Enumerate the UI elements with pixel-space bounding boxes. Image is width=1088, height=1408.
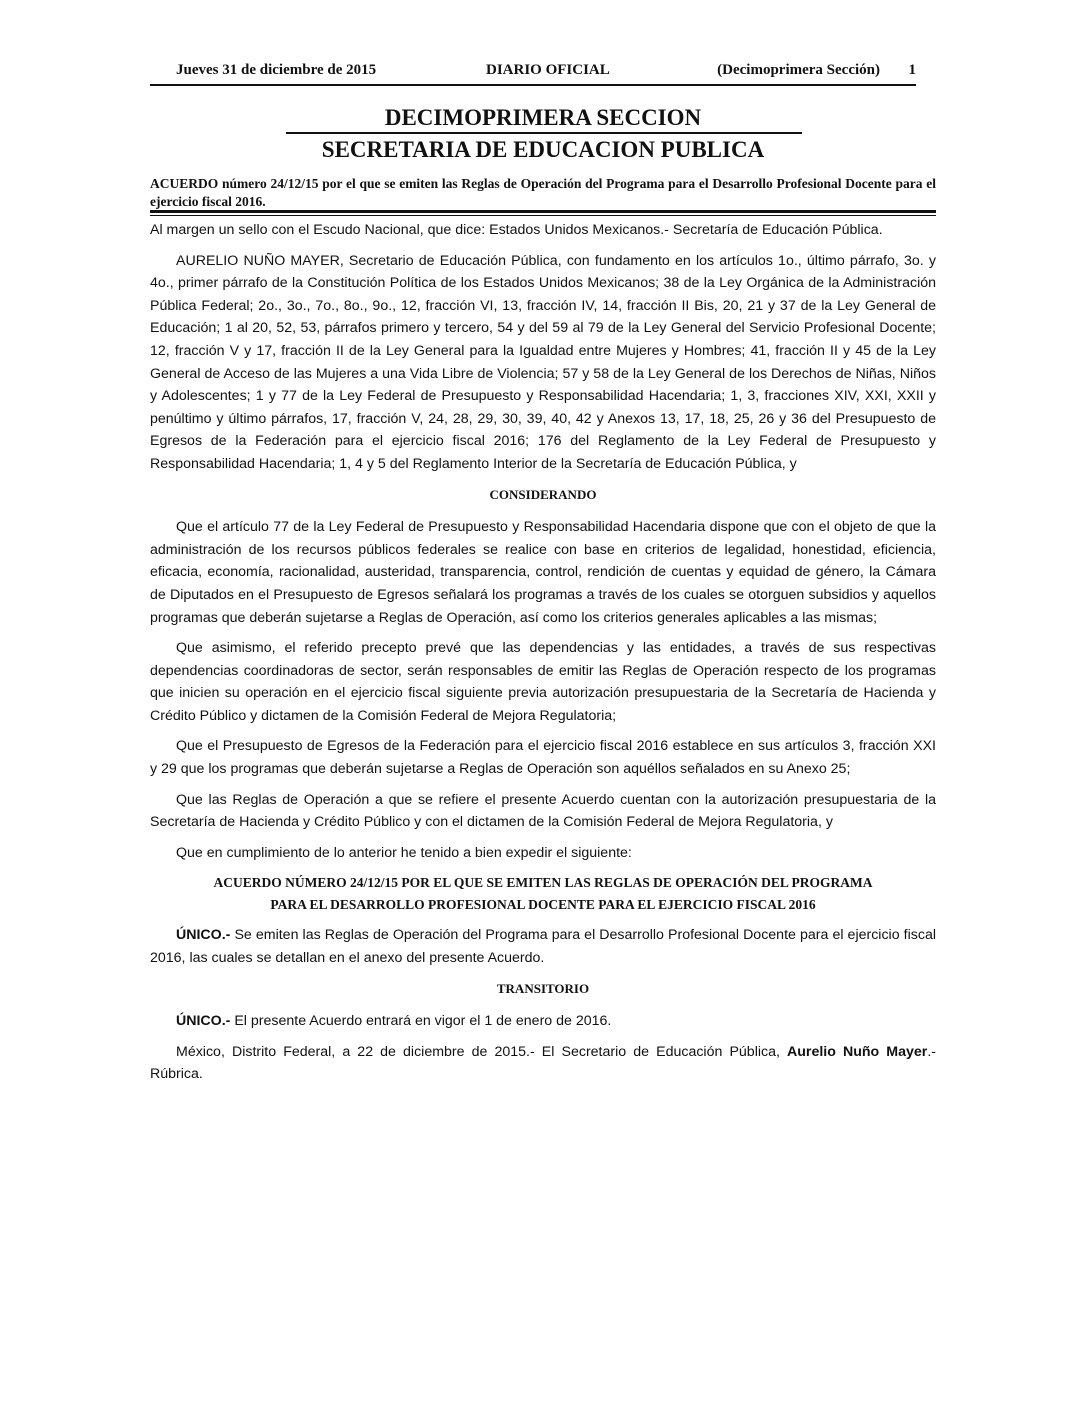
closing-paragraph <box>150 1041 936 1086</box>
considerando-paragraph: Que el artículo 77 de la Ley Federal de Presupuesto y Responsabilidad Hacendaria dispone que con el objeto de que la administración de los recursos públicos federales se realice con base en criterios de legalidad, honestidad, eficiencia, eficacia, economía, racionalidad, austeridad, transparencia, control, rendición de cuentas y equidad de género, la Cámara de Diputados en el Presupuesto de Egresos señalará los programas a través de los cuales se otorguen subsidios y aquellos programas que deberán sujetarse a Reglas de Operación, así como los criterios generales aplicables a las mismas; <box>150 519 936 626</box>
heading-rule-thin <box>150 215 936 216</box>
acuerdo-heading: ACUERDO número 24/12/15 por el que se emiten las Reglas de Operación del Programa para el Desarrollo Profesional Docente para el ejercicio fiscal 2016. <box>150 176 936 209</box>
considerando-heading: CONSIDERANDO <box>489 486 597 502</box>
signatory-name: Aurelio Nuño Mayer <box>787 1043 928 1060</box>
considerando-paragraph: Que las Reglas de Operación a que se refiere el presente Acuerdo cuentan con la autorización presupuestaria de la Secretaría de Hacienda y Crédito Público y con el dictamen de la Comisión Federal de Mejora Regulatoria, y <box>150 791 936 831</box>
transitorio-heading: TRANSITORIO <box>496 980 590 996</box>
running-head <box>150 62 916 86</box>
considerando-paragraph: Que asimismo, el referido precepto prevé que las dependencias y las entidades, a través de sus respectivas dependencias coordinadoras de sector, serán responsables de emitir las Reglas de Operación respecto de los programas que inicien su operación en el ejercicio fiscal siguiente previa autorización presupuestaria de la Secretaría de Hacienda y Crédito Público y dictamen de la Comisión Federal de Mejora Regulatoria; <box>150 640 936 724</box>
transitorio-article <box>150 1010 936 1033</box>
document-body <box>150 219 936 1094</box>
closing-text: México, Distrito Federal, a 22 de diciembre de 2015.- El Secretario de Educación Pública, <box>176 1043 788 1060</box>
running-head-section: (Decimoprimera Sección) <box>717 62 880 78</box>
unico-article <box>150 924 936 969</box>
section-title: DECIMOPRIMERA SECCION <box>384 105 702 130</box>
closing-tail: .- Rúbrica. <box>150 1043 936 1083</box>
running-head-date: Jueves 31 de diciembre de 2015 <box>176 62 377 78</box>
considerando-paragraph: Que en cumplimiento de lo anterior he tenido a bien expedir el siguiente: <box>176 844 632 861</box>
preamble-paragraph: AURELIO NUÑO MAYER, Secretario de Educación Pública, con fundamento en los artículos 1o., último párrafo, 3o. y 4o., primer párrafo de la Constitución Política de los Estados Unidos Mexicanos; 38 de la Ley Orgánica de la Administración Pública Federal; 2o., 3o., 7o., 8o., 9o., 12, fracción VI, 13, fracción IV, 14, fracción II Bis, 20, 21 y 37 de la Ley General de Educación; 1 al 20, 52, 53, párrafos primero y tercero, 54 y del 59 al 79 de la Ley General del Servicio Profesional Docente; 12, fracción V y 17, fracción II de la Ley General para la Igualdad entre Mujeres y Hombres; 41, fracción II y 45 de la Ley General de Acceso de las Mujeres a una Vida Libre de Violencia; 57 y 58 de la Ley General de los Derechos de Niñas, Niños y Adolescentes; 1 y 77 de la Ley Federal de Presupuesto y Responsabilidad Hacendaria; 1, 3, fracciones XIV, XXI, XXII y penúltimo y último párrafos, 17, fracción V, 24, 28, 29, 30, 39, 40, 42 y Anexos 13, 17, 18, 25, 26 y 36 del Presupuesto de Egresos de la Federación para el ejercicio fiscal 2016; 176 del Reglamento de la Ley Federal de Presupuesto y Responsabilidad Hacendaria; 1, 4 y 5 del Reglamento Interior de la Secretaría de Educación Pública, y <box>150 252 936 472</box>
transitorio-text: El presente Acuerdo entrará en vigor el 1 de enero de 2016. <box>230 1013 612 1030</box>
acuerdo-caps-heading <box>150 872 936 916</box>
running-head-publication: DIARIO OFICIAL <box>486 62 610 78</box>
ministry-title: SECRETARIA DE EDUCACION PUBLICA <box>321 137 765 162</box>
considerando-paragraph: Que el Presupuesto de Egresos de la Federación para el ejercicio fiscal 2016 establece en sus artículos 3, fracción XXI y 29 que los programas que deberán sujetarse a Reglas de Operación son aquéllos señalados en su Anexo 25; <box>150 738 936 778</box>
page-number: 1 <box>908 62 916 78</box>
title-divider <box>286 132 802 134</box>
transitorio-label: ÚNICO.- <box>176 1013 231 1030</box>
heading-rule-thick <box>150 210 936 213</box>
unico-label: ÚNICO.- <box>176 927 231 944</box>
acuerdo-caps-line-1: ACUERDO NÚMERO 24/12/15 POR EL QUE SE EMITEN LAS REGLAS DE OPERACIÓN DEL PROGRAMA <box>213 875 873 891</box>
unico-text: Se emiten las Reglas de Operación del Programa para el Desarrollo Profesional Docente para el ejercicio fiscal 2016, las cuales se detallan en el anexo del presente Acuerdo. <box>150 927 936 967</box>
margin-note: Al margen un sello con el Escudo Nacional, que dice: Estados Unidos Mexicanos.- Secretaría de Educación Pública. <box>150 222 883 238</box>
acuerdo-caps-line-2: PARA EL DESARROLLO PROFESIONAL DOCENTE PARA EL EJERCICIO FISCAL 2016 <box>270 897 816 913</box>
